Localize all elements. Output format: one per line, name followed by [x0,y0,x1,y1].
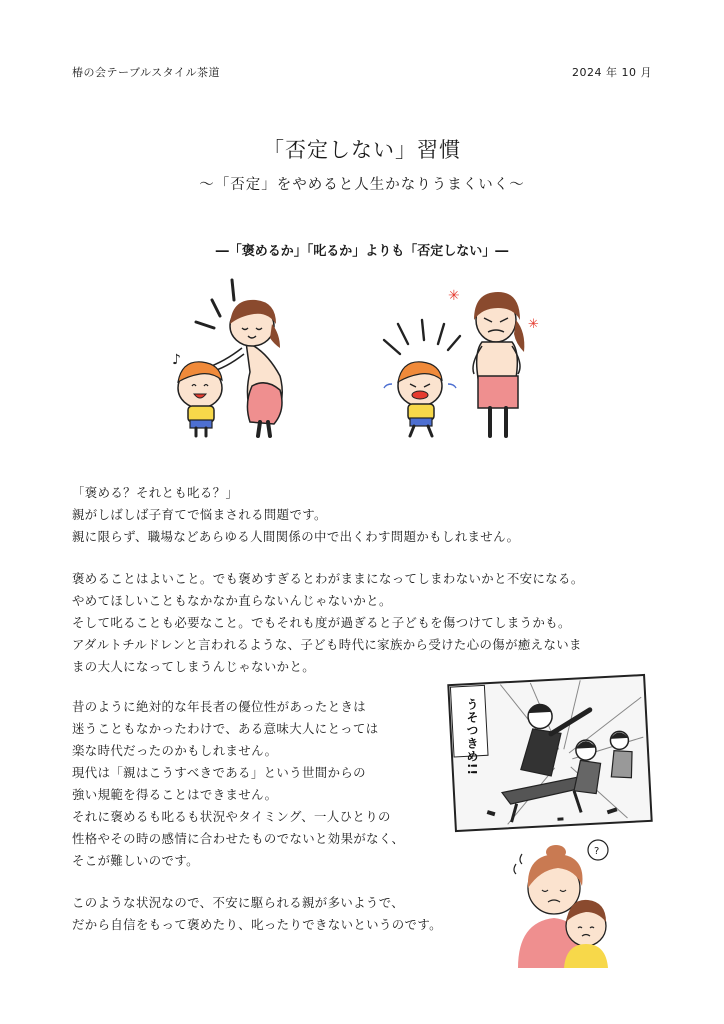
paragraph-line: 迷うこともなかったわけで、ある意味大人にとっては [72,721,379,736]
paragraph-4 [72,892,442,936]
page-title: 「否定しない」習慣 [263,138,461,162]
paragraph-line: そして叱ることも必要なこと。でもそれも度が過ぎると子どもを傷つけてしまうかも。 [72,615,571,630]
section-heading: ―「褒めるか」「叱るか」よりも「否定しない」― [215,244,509,259]
paragraph-line: だから自信をもって褒めたり、叱ったりできないというのです。 [72,917,442,932]
paragraph-line: このような状況なので、不安に駆られる親が多いようで、 [72,895,405,910]
paragraph-line: 現代は「親はこうすべきである」という世間からの [72,765,366,780]
manga-panel-illustration [444,672,656,834]
paragraph-line: やめてほしいこともなかなか直らないんじゃないかと。 [72,593,392,608]
paragraph-3 [72,696,404,872]
header-org: 椿の会テーブルスタイル茶道 [72,66,220,79]
svg-text:✳: ✳ [528,317,539,332]
paragraph-2 [72,568,584,678]
paragraph-line: 「褒める？それとも叱る？」 [72,485,239,500]
paragraph-1 [72,482,519,548]
svg-text:✳: ✳ [448,288,460,304]
paragraph-line: 性格やその時の感情に合わせたものでないと効果がなく、 [72,831,405,846]
paragraph-line: 強い規範を得ることはできません。 [72,787,278,802]
paragraph-line: 楽な時代だったのかもしれません。 [72,743,278,758]
paragraph-line: そこが難しいのです。 [72,853,199,868]
paragraph-line: 褒めることはよいこと。でも褒めすぎるとわがままになってしまわないかと不安になる。 [72,571,584,586]
paragraph-line: アダルトチルドレンと言われるような、子ども時代に家族から受けた心の傷が癒えないま [72,637,582,652]
paragraph-line: 親に限らず、職場などあらゆる人間関係の中で出くわす問題かもしれません。 [72,529,520,544]
worried-parent-and-child-illustration [508,836,628,968]
paragraph-line: 親がしばしば子育てで悩まされる問題です。 [72,507,327,522]
manga-caption: うそつきめ!! [465,698,479,776]
header-date: 2024 年 10 月 [572,66,652,79]
svg-text:♪: ♪ [172,352,181,368]
angry-mother-crying-child-illustration [378,284,558,440]
paragraph-line: まの大人になってしまうんじゃないかと。 [72,659,316,674]
paragraph-line: それに褒めるも叱るも状況やタイミング、一人ひとりの [72,809,391,824]
svg-text:?: ? [594,846,600,857]
paragraph-line: 昔のように絶対的な年長者の優位性があったときは [72,699,367,714]
mother-patting-child-illustration [168,278,308,438]
page-subtitle: 〜「否定」をやめると人生かなりうまくいく〜 [199,177,525,193]
